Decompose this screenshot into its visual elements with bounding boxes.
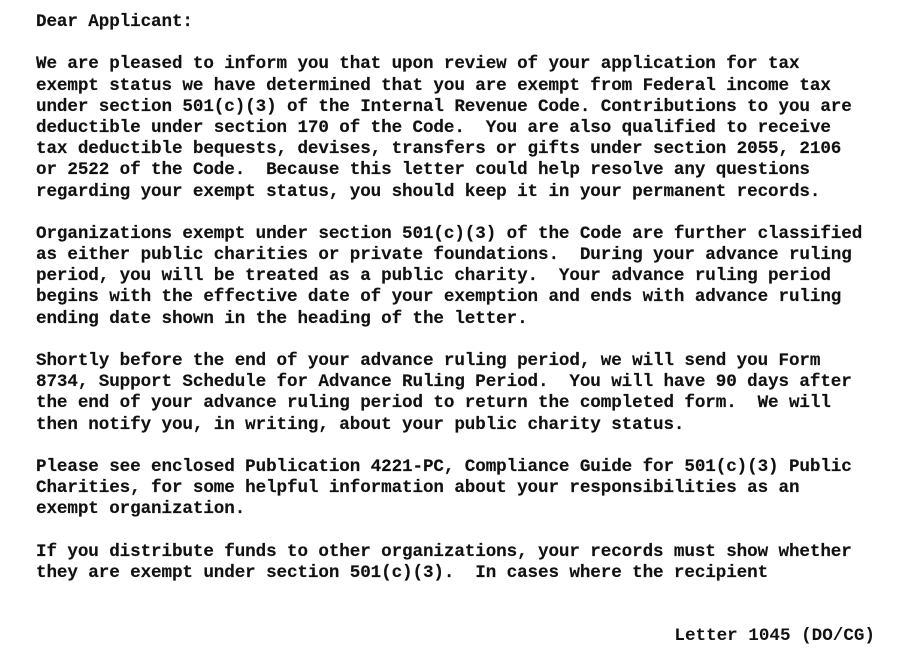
text-line: We are pleased to inform you that upon review of your application for tax [36,54,800,75]
text-line: exempt status we have determined that you are exempt from Federal income tax [36,75,831,96]
text-line: Charities, for some helpful information about your responsibilities as an [36,478,800,499]
text-line: ending date shown in the heading of the letter. [36,308,528,329]
paragraph-advance-ruling [36,351,862,436]
text-line: they are exempt under section 501(c)(3). In cases where the recipient [36,562,769,583]
paragraph-classification [36,224,862,330]
paragraph-exemption-determination [36,54,862,202]
salutation: Dear Applicant: [36,12,193,32]
text-line: deductible under section 170 of the Code. You are also qualified to receive [36,117,831,138]
text-line: period, you will be treated as a public charity. Your advance ruling period [36,266,831,287]
text-line: regarding your exempt status, you should keep it in your permanent records. [36,181,821,202]
text-line: 8734, Support Schedule for Advance Ruling Period. You will have 90 days after [36,372,852,393]
text-line: the end of your advance ruling period to return the completed form. We will [36,393,831,414]
text-line: under section 501(c)(3) of the Internal Revenue Code. Contributions to you are [36,96,852,117]
text-line: then notify you, in writing, about your public charity status. [36,414,685,435]
text-line: Please see enclosed Publication 4221-PC, Compliance Guide for 501(c)(3) Public [36,456,852,477]
paragraph-publication [36,457,862,521]
letter-footer-code: Letter 1045 (DO/CG) [674,626,875,646]
text-line: begins with the effective date of your exemption and ends with advance ruling [36,287,842,308]
text-line: Organizations exempt under section 501(c)(3) of the Code are further classified [36,223,863,244]
text-line: Shortly before the end of your advance ruling period, we will send you Form [36,351,821,371]
letter-body [36,12,862,605]
paragraph-distribution [36,542,862,584]
text-line: exempt organization. [36,499,246,520]
text-line: or 2522 of the Code. Because this letter could help resolve any questions [36,160,810,181]
text-line: as either public charities or private foundations. During your advance ruling [36,245,852,266]
text-line: tax deductible bequests, devises, transfers or gifts under section 2055, 2106 [36,139,842,160]
text-line: If you distribute funds to other organizations, your records must show whether [36,541,852,562]
